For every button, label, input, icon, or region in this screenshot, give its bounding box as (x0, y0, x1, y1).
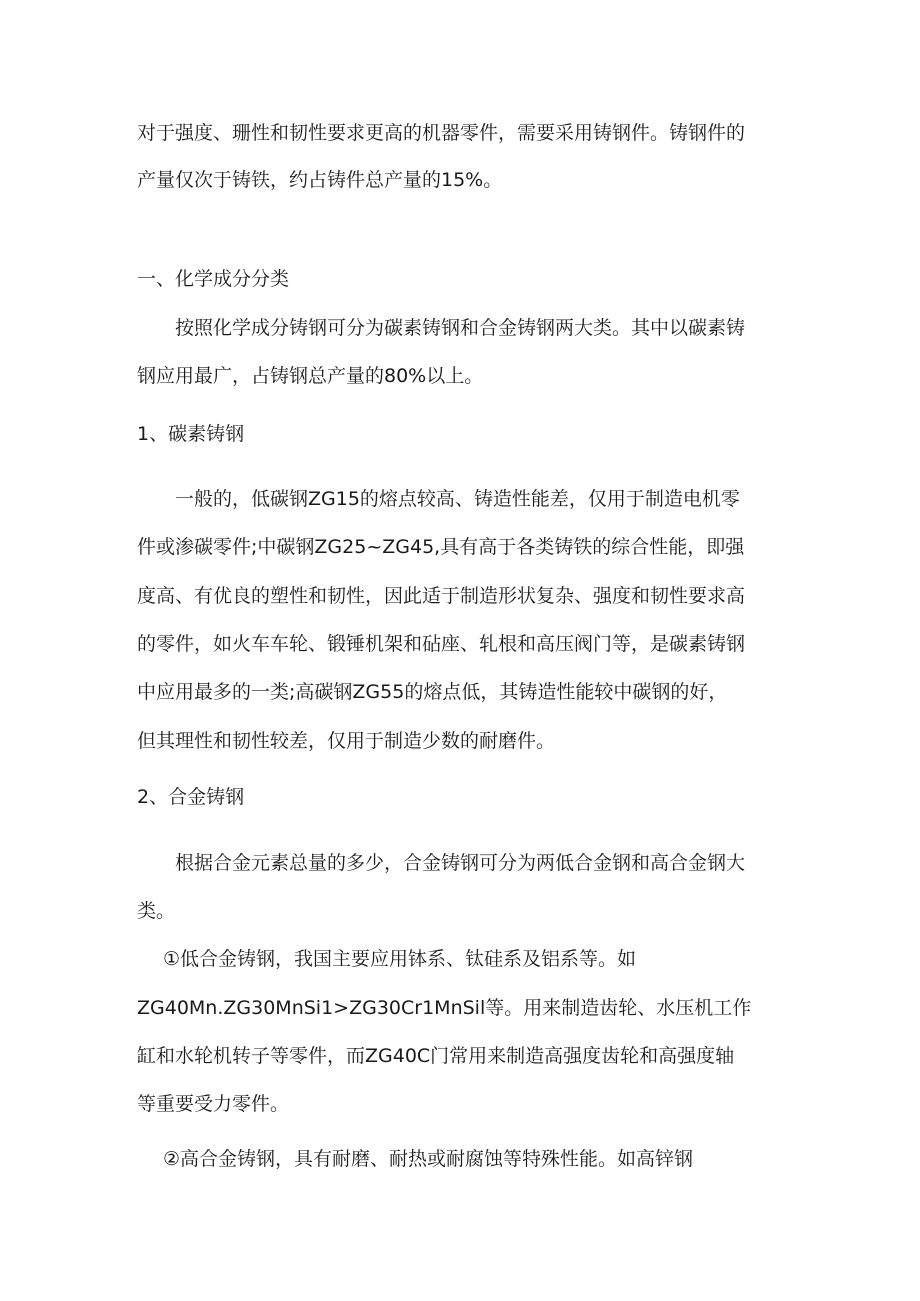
item1-line-4: 等重要受力零件。 (137, 1093, 290, 1115)
section-heading-chemical-composition: 一、化学成分分类 (137, 268, 290, 290)
sub1-line-3: 度高、有优良的塑性和韧性，因此适于制造形状复杂、强度和韧性要求高 (137, 585, 746, 607)
section1-line-1: 按照化学成分铸钢可分为碳素铸钢和合金铸钢两大类。其中以碳素铸 (175, 317, 746, 339)
sub1-line-5: 中应用最多的一类;高碳钢ZG55的熔点低，其铸造性能较中碳钢的好， (137, 681, 728, 703)
sub2-line-1: 根据合金元素总量的多少，合金铸钢可分为两低合金钢和高合金钢大 (175, 852, 746, 874)
sub1-line-6: 但其理性和韧性较差，仅用于制造少数的耐磨件。 (137, 730, 556, 752)
item1-line-1: ①低合金铸钢，我国主要应用钵系、钛硅系及铝系等。如 (163, 948, 637, 970)
sub1-line-2: 件或渗碳零件;中碳钢ZG25~ZG45,具有高于各类铸铁的综合性能，即强 (137, 536, 745, 558)
subheading-alloy-cast-steel: 2、合金铸钢 (137, 786, 245, 808)
intro-line-1: 对于强度、珊性和韧性要求更高的机器零件，需要采用铸钢件。铸钢件的 (137, 122, 746, 144)
item1-line-3: 缸和水轮机转子等零件，而ZG40C门常用来制造高强度齿轮和高强度轴 (137, 1045, 735, 1067)
sub2-line-2: 类。 (137, 900, 176, 922)
item2-line-1: ②高合金铸钢，具有耐磨、耐热或耐腐蚀等特殊性能。如高锌钢 (163, 1148, 694, 1170)
sub1-line-4: 的零件，如火车车轮、锻锤机架和砧座、轧根和高压阀门等，是碳素铸钢 (137, 633, 746, 655)
section1-line-2: 钢应用最广，占铸钢总产量的80%以上。 (137, 365, 484, 387)
sub1-line-1: 一般的，低碳钢ZG15的熔点较高、铸造性能差，仅用于制造电机零 (175, 488, 740, 510)
subheading-carbon-cast-steel: 1、碳素铸钢 (137, 423, 245, 445)
item1-line-2: ZG40Mn.ZG30MnSi1>ZG30Cr1MnSil等。用来制造齿轮、水压机工作 (137, 997, 752, 1019)
intro-line-2: 产量仅次于铸铁，约占铸件总产量的15%。 (137, 169, 503, 191)
